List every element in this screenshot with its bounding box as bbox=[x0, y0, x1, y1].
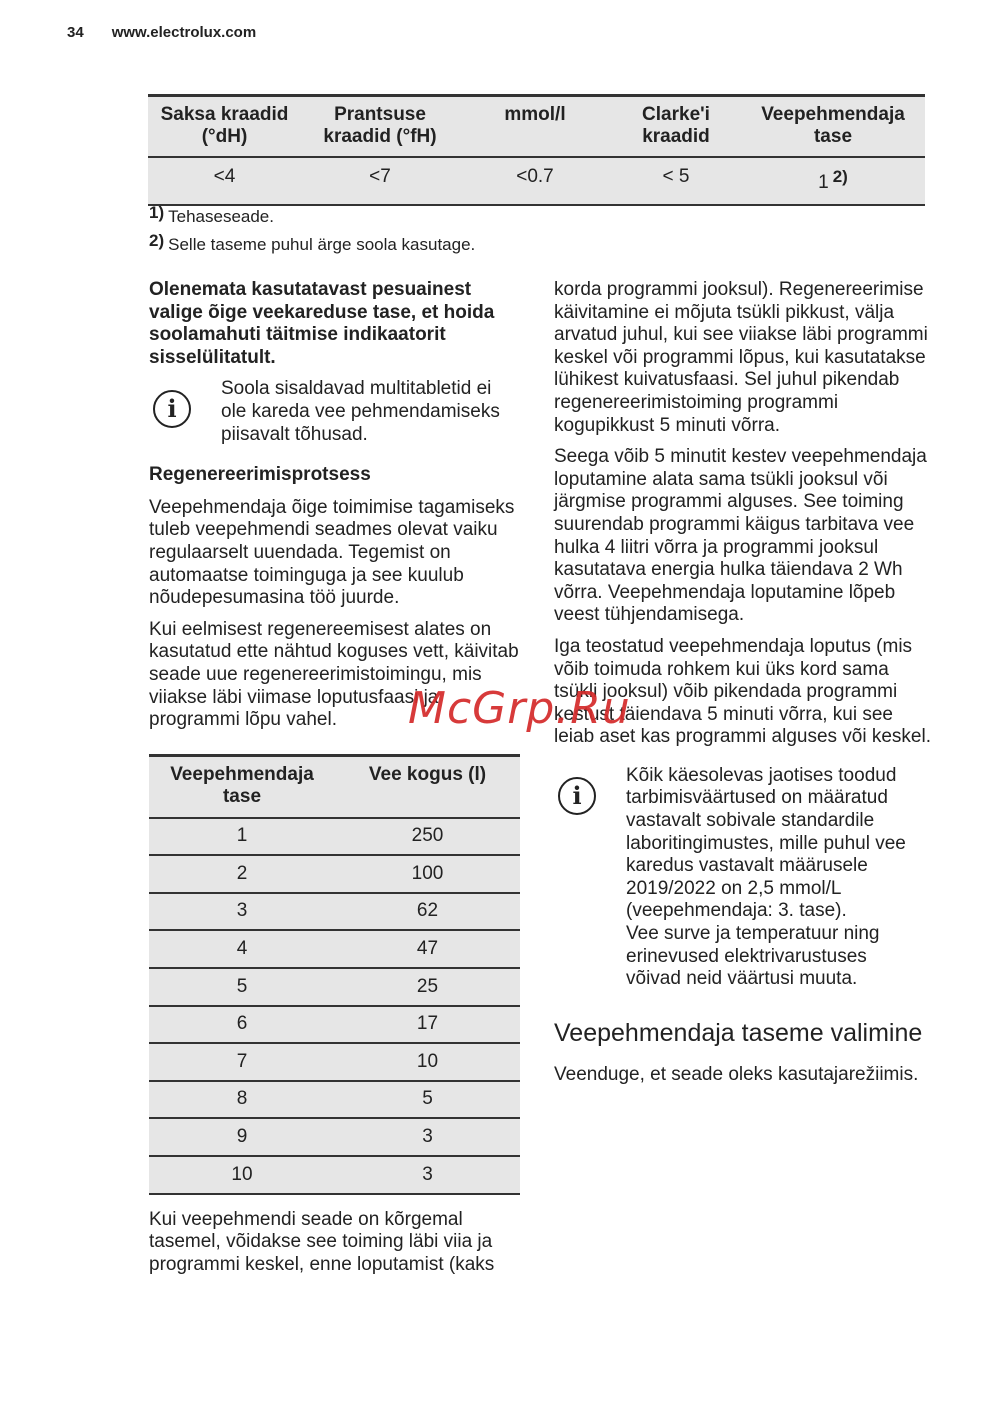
paragraph: Seega võib 5 minutit kestev veepehmendaja loputamine alata sama tsükli jooksul või järgmise programmi alguses. See toiming suurendab programmi käigus tarbitava vee hulka 4 liitri võrra ja programmi jooksul kasutatava energia hulka täiendava 2 Wh võrra. Veepehmendaja loputamine lõpeb veest tühjendamisega. bbox=[554, 446, 927, 626]
paragraph: Veenduge, et seade oleks kasutajarežiimis. bbox=[554, 1063, 919, 1085]
cell-level: 9 bbox=[149, 1118, 335, 1156]
info-icon: i bbox=[558, 777, 596, 815]
cell-water: 3 bbox=[422, 1163, 433, 1185]
bold-instruction: Olenemata kasutatavast pesuainest valige õige veekareduse tase, et hoida soolamahuti täitmise indikaatorit sisselülitatult. bbox=[149, 279, 495, 368]
paragraph: Iga teostatud veepehmendaja loputus (mis võib toimuda rohkem kui üks kord sama tsükli jooksul) võib pikendada programmi kestust täiendava 5 minuti võrra, kui see leiab aset kas programmi alguses või keskel. bbox=[554, 635, 932, 748]
note-text: Soola sisaldavad multitabletid ei ole kareda vee pehmendamiseks piisavalt tõhusad. bbox=[221, 378, 500, 445]
cell-water: 250 bbox=[335, 818, 520, 856]
cell-level: 2 bbox=[149, 855, 335, 893]
col-header-mmol: mmol/l bbox=[459, 96, 611, 158]
website-link[interactable]: www.electrolux.com bbox=[111, 24, 257, 41]
watermark: McGrp.Ru bbox=[408, 683, 631, 734]
right-column bbox=[554, 279, 934, 1095]
table-footnotes bbox=[149, 203, 475, 259]
cell-water: 5 bbox=[335, 1081, 520, 1119]
footnote-1: 1) Tehaseseade. bbox=[149, 203, 274, 226]
cell-level: 1 bbox=[149, 818, 335, 856]
col-header-softener-level: Veepehmendaja tase bbox=[741, 96, 925, 158]
table-row bbox=[149, 855, 520, 893]
section-subheading: Regenereerimisprotsess bbox=[149, 464, 371, 486]
table-row bbox=[149, 1043, 520, 1081]
table-row bbox=[149, 818, 520, 856]
left-column bbox=[149, 279, 529, 1285]
table-header-row bbox=[148, 96, 925, 158]
table-header-row bbox=[149, 755, 520, 818]
table-row bbox=[149, 1081, 520, 1119]
section-title: Veepehmendaja taseme valimine bbox=[554, 1018, 923, 1047]
cell-level: 3 bbox=[149, 893, 335, 931]
cell-water: 25 bbox=[335, 968, 520, 1006]
footnote-ref: 2) bbox=[832, 167, 848, 186]
footnote-2: 2) Selle taseme puhul ärge soola kasutage. bbox=[149, 231, 476, 254]
cell-dh: <4 bbox=[213, 166, 236, 187]
cell-fh: <7 bbox=[369, 166, 391, 187]
col-header-level: Veepehmendaja tase bbox=[149, 755, 335, 818]
col-header-german-degrees: Saksa kraadid (°dH) bbox=[148, 96, 301, 158]
level-value: 1 bbox=[818, 172, 829, 193]
cell-mmol: <0.7 bbox=[516, 166, 554, 187]
water-hardness-table bbox=[148, 94, 925, 206]
table-row bbox=[148, 157, 925, 205]
cell-level bbox=[741, 157, 925, 205]
paragraph: Kui eelmisest regenereemisest alates on kasutatud ette nähtud koguses vett, käivitab seade uue regenereerimistoimingu, mis viiakse läbi viimase loputusfaasi ja programmi lõpu vahel. bbox=[149, 618, 519, 731]
table-row bbox=[149, 968, 520, 1006]
col-header-clarke: Clarke'i kraadid bbox=[611, 96, 741, 158]
cell-water: 10 bbox=[335, 1043, 520, 1081]
col-header-water: Vee kogus (l) bbox=[335, 755, 520, 818]
cell-clarke: < 5 bbox=[662, 166, 690, 187]
page-header bbox=[67, 24, 256, 41]
paragraph: Veepehmendaja õige toimimise tagamiseks tuleb veepehmendi seadmes olevat vaiku regulaarselt uuendada. Tegemist on automaatse toiminguga ja see kuulub nõudepesumasina töö juurde. bbox=[149, 496, 515, 609]
cell-level: 6 bbox=[149, 1006, 335, 1044]
cell-water: 47 bbox=[335, 930, 520, 968]
info-note bbox=[149, 378, 529, 446]
table-row bbox=[149, 1156, 520, 1194]
col-header-french-degrees: Prantsuse kraadid (°fH) bbox=[301, 96, 459, 158]
paragraph: Kui veepehmendi seade on kõrgemal tasemel, võidakse see toiming läbi viia ja programmi keskel, enne loputamist (kaks bbox=[149, 1208, 495, 1275]
table-row bbox=[149, 1006, 520, 1044]
info-icon: i bbox=[153, 390, 191, 428]
table-row bbox=[149, 893, 520, 931]
cell-water: 62 bbox=[335, 893, 520, 931]
info-note bbox=[554, 765, 934, 991]
cell-water: 17 bbox=[335, 1006, 520, 1044]
cell-water: 3 bbox=[335, 1118, 520, 1156]
cell-water: 100 bbox=[335, 855, 520, 893]
cell-level: 7 bbox=[149, 1043, 335, 1081]
cell-level: 10 bbox=[231, 1163, 253, 1185]
note-text: Kõik käesolevas jaotises toodud tarbimisväärtused on määratud vastavalt sobivale standardile laboritingimustes, mille puhul vee karedus vastavalt määrusele 2019/2022 on 2,5 mmol/L (veepehmendaja: 3. tase). Vee surve ja temperatuur ning erinevused elektrivarustuses võivad neid väärtusi muuta. bbox=[626, 764, 906, 990]
cell-level: 4 bbox=[149, 930, 335, 968]
table-row bbox=[149, 930, 520, 968]
table-row bbox=[149, 1118, 520, 1156]
page-number: 34 bbox=[67, 24, 84, 41]
cell-level: 8 bbox=[149, 1081, 335, 1119]
cell-level: 5 bbox=[149, 968, 335, 1006]
water-quantity-table bbox=[149, 754, 520, 1195]
paragraph: korda programmi jooksul). Regenereerimise käivitamine ei mõjuta tsükli pikkust, välja arvatud juhul, kui see viiakse läbi programmi keskel või programmi lõpus, kui kasutatakse lühikest kuivatusfaasi. Sel juhul pikendab regenereerimistoiming programmi kogupikkust 5 minuti võrra. bbox=[554, 279, 928, 436]
